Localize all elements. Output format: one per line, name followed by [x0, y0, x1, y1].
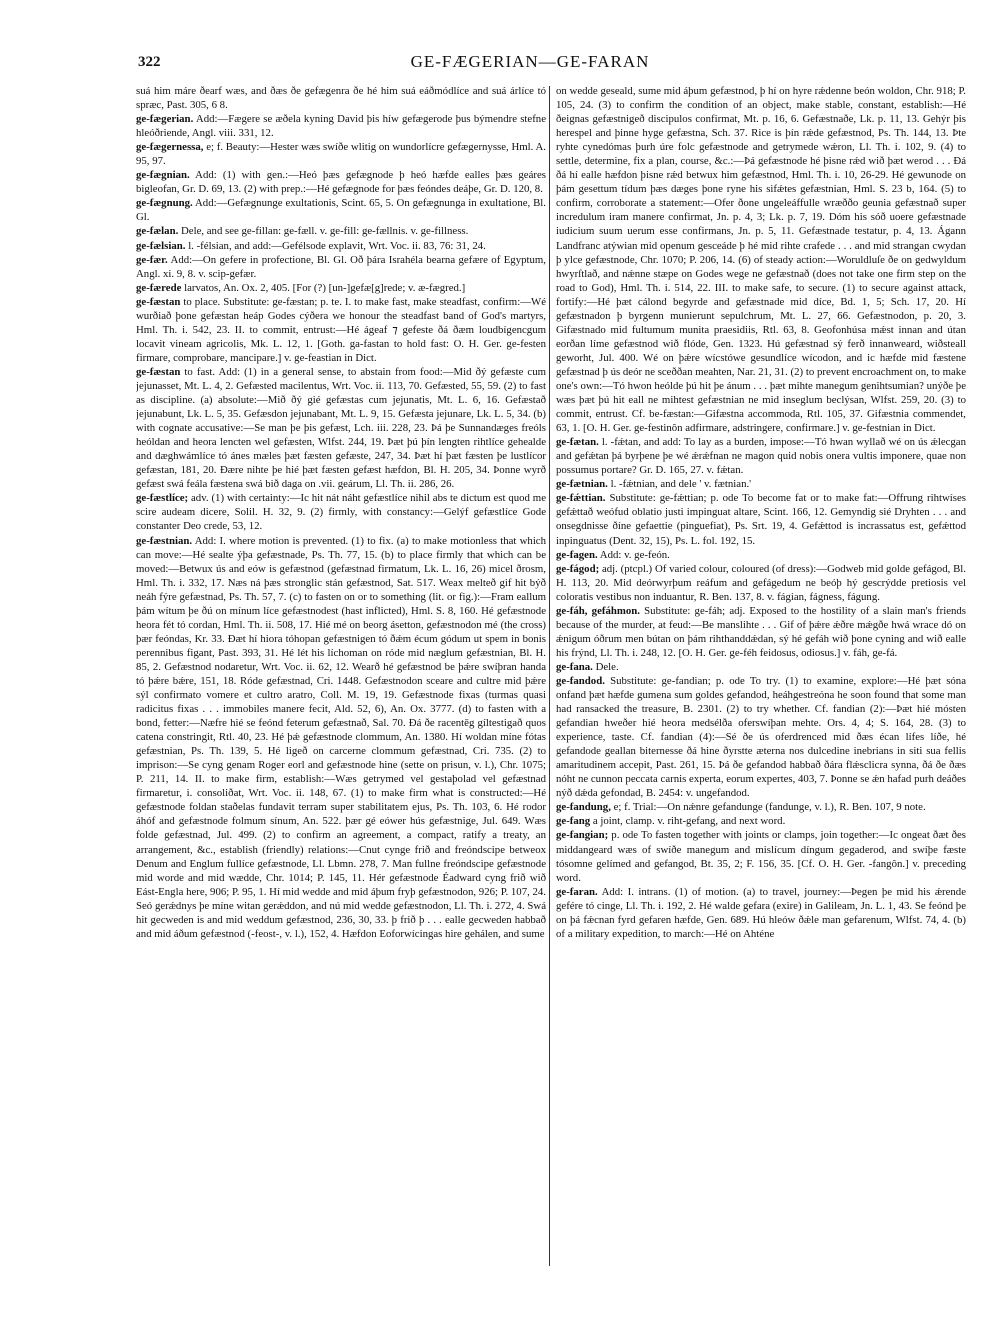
entry-headword: ge-fægnian. [136, 169, 190, 182]
entry-headword: ge-fæstnian. [136, 534, 193, 547]
dictionary-entry [136, 281, 546, 295]
entry-headword: ge-fæstan [136, 365, 181, 378]
entry-definition: larvatos, An. Ox. 2, 405. [For (?) [un-]gefæ[g]rede; v. æ-fægred.] [184, 281, 466, 294]
entry-definition: Add: (1) with gen.:—Heó þæs gefægnode þ heó hæfde ealles þæs geáres bigleofan, Gr. D. 69, 13. (2) with prep.:—Hé gefægnode for þæs feóndes deáþe, Gr. D. 120, 8. [136, 169, 546, 196]
entry-headword: ge-fægernessa, [136, 141, 204, 154]
entry-headword: ge-fana. [556, 660, 593, 673]
entry-headword: ge-fæstlíce; [136, 492, 189, 505]
dictionary-entry [136, 140, 546, 168]
entry-headword: ge-fǽttian. [556, 492, 606, 505]
entry-definition: adv. (1) with certainty:—Ic hit nát náht gefæstlíce nihil abs te dictum est quod me scire audeam dicere, Solil. H. 32, 9. (2) firmly, with constancy:—Gelýf gefæstlíce Gode constanter Deo crede, 53, 12. [136, 492, 546, 533]
entry-definition: Add:—Gefægnunge exultationis, Scint. 65, 5. On gefægnunga in exultatione, Bl. Gl. [136, 197, 546, 224]
entry-headword: ge-fætnian. [556, 478, 608, 491]
entry-definition: suá him máre ðearf wæs, and ðæs ðe gefægenra ðe hé him suá eáðmódlíce and suá árlíce tó spræc, Past. 305, 6 8. [136, 85, 546, 112]
left-column [136, 84, 546, 1284]
entry-headword: ge-fætan. [556, 436, 599, 449]
entry-definition: l. -félsian, and add:—Gefélsode explavit, Wrt. Voc. ii. 83, 76: 31, 24. [188, 239, 486, 252]
dictionary-entry [556, 435, 966, 477]
dictionary-entry [136, 196, 546, 224]
entry-headword: ge-fang [556, 815, 591, 828]
running-head: GE-FÆGERIAN—GE-FARAN [410, 52, 650, 71]
entry-headword: ge-fælsian. [136, 239, 186, 252]
dictionary-entry [556, 674, 966, 800]
entry-definition: to fast. Add: (1) in a general sense, to abstain from food:—Mid ðý gefæste cum jejunasset, Mt. L. 4, 2. Gefæsted macilentus, Wrt. Voc. ii. 113, 70. Gefæsted, 55, 59. (2) to fast as discipline. (a) absolute:—Mið ðý gié gefæstas cum jejunatis, Mt. L. 6, 16. Gefæstað jejunabunt, Lk. L. 5, 35. Gefæsdon jejunabant, Mt. L. 9, 15. Gefæsta jejunare, Lk. L. 5, 34. (b) with cognate accusative:—Se man þe þis gefæst, Lch. iii. 228, 23. Þá þe Sunnandæges freóls heóldan and heora lencten wel gefæsten, Wlfst. 244, 19. Þæt þú þín lengten rihtlíce gehealde and dæghwámlíce tó ánes mæles þæt fæsten gefæste, 247, 34. Þæt hí þæt fæsten þe lustlícor gefæstan, 181, 20. Ðære nihte þe hié þæt fæsten gefæst hæfdon, Bl. H. 205, 34. Þonne wyrð gefæst swá feála fæstena swá bið daga on .vii. geárum, Ll. Th. ii. 286, 26. [136, 365, 546, 491]
dictionary-entry [556, 562, 966, 604]
entry-definition: Add: v. ge-feón. [599, 548, 670, 561]
dictionary-entry [136, 224, 546, 238]
dictionary-entry [136, 112, 546, 140]
dictionary-entry [136, 534, 546, 941]
entry-definition: a joint, clamp. v. riht-gefang, and next word. [592, 815, 786, 828]
entry-headword: ge-faran. [556, 885, 598, 898]
right-column [556, 84, 966, 1284]
column-divider [549, 86, 550, 1266]
dictionary-entry [136, 491, 546, 533]
entry-definition: Add: I. where motion is prevented. (1) to fix. (a) to make motionless that which can move:—Hé sealte ýþa gefæstnade, Ps. Th. 77, 15. (b) to place firmly that which can be moved:—Betwux ús and eów is gefæstnod (gefæstnad firmatum, Lk. L. 16, 26) micel ðrosm, Hml. Th. i. 332, 17. Næs ná þæs stronglic stán gefæstnod, Sat. 517. Weax melteð gif hit býð neáh fýre gefæstnad, Ps. Th. 57, 7. (c) to fasten on or to something (lit. or fig.):—Fram eallum þám wítum þe ðú on mínum líce gefæstnodest (hast inflicted), Hml. S. 8, 160. Hé gefæstnode heora fét tó cordan, Hml. Th. ii. 508, 17. Hié mé on beorg ásetton, gefæstnodon mé (the cross) þær feóndas, Kr. 33. Ðæt hí hiora tóhopan gefæstnigen tó ðǽm écum gódum ut spem in bonis perennibus figant, Past. 393, 31. Hé lét his líchoman on róde mid næglum gefæstnian, Bl. H. 85, 2. Gefæstnod nodaretur, Wrt. Voc. ii. 62, 12. Wearð hé gefæstnod be þǽre swíþran handa tó þǽre bǽre, 151, 18. Róde gefæstnad, Cri. 1448. Gefæstnodon sceare and cultre mid þǽre sýl confirmato vomere et cultro aratro, Coll. M. 19, 19. Gefæstnode fixas (turmas quasi radicitus fixas . . . immobiles manere fecit, Ald. 52, 6), An. Ox. 3777. (d) to fasten with a bond, fetter:—Næfre hié se feónd feterum gefæstnað, Sal. 70. Ðá ðe racentēg gíltestigað quos catena constringit, Rtl. 40, 23. Hé þǽ gefæstnode clommum, An. 1380. Hí woldan míne fótas gefæstnian, Ps. Th. 139, 5. Hé ligeð on carcerne clommum gefæstnad, Cri. 735. (2) to imprison:—Se cyng genam Roger eorl and gefæstnode hine (sette on prisun, v. l.), Chr. 1075; P. 211, 14. II. to make firm, establish:—Wæs getrymed vel gestaþolad vel gefæstnad firmaretur, i. consoliðat, Wrt. Voc. ii. 148, 67. (1) to make firm what is constructed:—Hé gefæstnode foldan staðelas fundavit terram super stabilitatem ejus, Ps. Th. 103, 6. Hé rodor áhóf and gefæstnode folmum sínum, An. 522. þær gé eówer hús gefæstnige, Jul. 649. Wæs folde gefæstnad, Jul. 499. (2) to confirm an agreement, a compact, ratify a treaty, an arrangement, &c., establish (friendly) relations:—Cnut cynge frið and freóndscipe betweox Denum and Englum fullíce gefæstnode, Ll. Lbmn. 278, 7. Man fullne freóndscipe gefæstnode mid worde and mid wædde, Chr. 1014; P. 145, 11. Hér gefæstnode Éadward cyng frið wið Eást-Engla here, 906; P. 95, 1. Hí mid wedde and mid áþum fryþ gefæstnodon, 926; P. 107, 24. Seó gerǽdnys þe míne witan gerǽddon, and nú mid wedde gefæstnodon, Ll. Th. i. 272, 4. Swá hit gecweden is and mid weddum gefæstnod, 236, 30, 33. þ frið þ . . . ealle gecweden habbað and mid áðum gefæstnod (-feost-, v. l.), 152, 4. Hæfdon Eoforwícingas hire gehálen, and sume [136, 534, 546, 940]
dictionary-entry [556, 660, 966, 674]
entry-headword: ge-fælan. [136, 225, 179, 238]
entry-headword: ge-fandung, [556, 801, 611, 814]
entry-headword: ge-fægnung. [136, 197, 193, 210]
entry-definition: Substitute: ge-fandian; p. ode To try. (1) to examine, explore:—Hé þæt sóna onfand þæt hæfde gumena sum goldes gefandod, heáhgestreóna he soon found that some man had ransacked the treasure, B. 2301. (2) to try whether. Cf. fandian (2):—Þæt hié mósten gefandian hweðer hié heora medsélða oferswíþan mehte. Ors. 4, 4; S. 164, 28. (3) to experience, taste. Cf. fandian (4):—Sé ðe ús oferdrenced mid ðæs écan lífes líðe, hé gefandode geallan biternesse ðá hine ðyrstte æterna nos dulcedine inebrians in siti sua fellis amaritudinem accepit, Past. 261, 15. Þá ðe gefandod habbað ðára flǽsclicra synna, ðá ðe ðæs nóht ne cunnon peccata carnis experta, eorum expertes, 403, 7. Þonne se ǽn hafad purh deáðes nýð dǽda gefondad, B. 2454: v. ungefandod. [556, 674, 966, 800]
entry-headword: ge-fæstan [136, 295, 181, 308]
dictionary-entry [556, 491, 966, 547]
dictionary-entry [136, 84, 546, 112]
entry-definition: Add:—On gefere in profectione, Bl. Gl. Oð þára Israhéla bearna gefære of Egyptum, Angl. xi. 9, 8. v. scip-gefær. [136, 253, 546, 280]
entry-definition: e; f. Trial:—On nǽnre gefandunge (fandunge, v. l.), R. Ben. 107, 9 note. [613, 801, 926, 814]
entry-headword: ge-fangian; [556, 829, 609, 842]
dictionary-entry [556, 814, 966, 828]
entry-headword: ge-fagen. [556, 548, 598, 561]
entry-definition: Substitute: ge-fáh; adj. Exposed to the hostility of a slain man's friends because of the murder, at feud:—Be manslihte . . . Gif of þǽre ǽðre mǽgðe hwá wrace dó on ǽnigum óðrum men bútan on þám rihthanddǽdan, sý hé gefáh wið þone cyning and wið ealle his frýnd, Ll. Th. i. 248, 12. [O. H. Ger. ge-féh feidosus, odiosus.] v. fáh, ge-fá. [556, 604, 966, 659]
dictionary-entry [556, 548, 966, 562]
dictionary-entry [136, 253, 546, 281]
entry-headword: ge-fær. [136, 253, 168, 266]
entry-definition: Dele, and see ge-fillan: ge-fæll. v. ge-fill: ge-fællnis. v. ge-fillness. [180, 225, 469, 238]
dictionary-entry [136, 239, 546, 253]
page-number: 322 [138, 54, 161, 70]
entry-definition: l. -fǽtan, and add: To lay as a burden, impose:—Tó hwan wyllað wé on ús ǽlecgan and gefǽtan þá byrþene þe wé ǽrǽfnan ne magon quid nobis onera vultis imponere, quae non possumus portare? Gr. D. 165, 27. v. fǽtan. [556, 436, 966, 477]
entry-definition: Dele. [595, 660, 619, 673]
dictionary-entry [136, 365, 546, 491]
dictionary-entry [556, 828, 966, 884]
entry-headword: ge-færede [136, 281, 182, 294]
entry-definition: Add:—Fægere se æðela kyning David þis híw gefægerode þus býmendre stefne hleóðriende, Angl. viii. 331, 12. [136, 113, 546, 140]
entry-definition: Substitute: ge-fǽttian; p. ode To become fat or to make fat:—Offrung rihtwíses gefǽttað weófud oblatio justi impinguat altare, Scint. 166, 12. Gemyndig sié Dryhten . . . and onsegdnisse ðíne gefaettie (pinguefiat), Ps. Srt. 19, 4. Gefǽttod is incrassatus est, gefǽttod inpinguatus (Dent. 32, 15), Ps. L. fol. 192, 15. [556, 492, 966, 547]
entry-definition: e; f. Beauty:—Hester wæs swíðe wlitig on wundorlícre gefægernysse, Hml. A. 95, 97. [136, 141, 546, 168]
entry-headword: ge-fægerian. [136, 113, 194, 126]
entry-definition: on wedde geseald, sume mid áþum gefæstnod, þ hí on hyre rǽdenne beón woldon, Chr. 918; P. 105, 24. (3) to confirm the condition of an object, make stable, constant, establish:—Hé ðeignas gefæstnigeð discipulos confirmat, Mt. p. 16, 6. Gefæstnaðe, Lk. p. 11, 13. Gehýr þis herespel and þinne hyge gefæstna, Sch. 37. Rice is þín rǽde gefæstnod, Ps. Th. 144, 13. Þte ryhte cynedómas þurh úre folc gefæstnode and getrymede wǽron, Ll. Th. i. 102, 9. (4) to settle, determine, fix a plan, course, &c.:—Þá gefæstnode hé þisne rǽd wið þæt werod . . . Ðá ðá hí ealle hæfdon þisne rǽd betwux him gefæstnod, Hml. Th. i. 10, 26-29. Hé gewunode on þám gesettum tídum þæs dæges þone ryne his sifǽtes gefæstnian, Hml. S. 23 b, 164. (5) to confirm, corroborate a statement:—Ofer ðone ungeleáffullе wræððo geunia gefæstnað super incredulum iram manere confirmat, Jn. p. 4, 3; Lk. p. 7, 19. Dóm his sóð uoere gefæstnade iudicium suum uerum esse confirmans, Jn. p. 5, 11. Gefæstnade testatur, p. 4, 13. Ágann Landfranc atýwian mid openum gesceáde þ hé mid rihte crafede . . . and mid strangan cwydan þ ylce gefæstnode, Chr. 1070; P. 206, 14. (6) of steady action:—Woruldluſe ðe on gedwyldum hwyrſtlað, and nǽnne stæpe on Godes wege ne gefæstnað (does not take one firm step on the road to God), Hml. Th. i. 514, 22. III. to make safe, to secure. (1) to secure against attack, fortify:—Hé þæt cálond begyrde and gefæstnade mid díce, Bd. 1, 5; Sch. 17, 20. Hí gefæstnadon þ byrgenn munierunt sepulchrum, Mt. L. 27, 66. Gefæstnodon, p. 20, 3. Gifæstnado mid fultumum munita praesidiis, Rtl. 63, 8. Geofonhúsa mǽst innan and útan eorðan líme gefæstnod wið flóde, Gen. 1323. Hú gefæstnad sý ferð innanweard, wiðsteall geworht, Jul. 400. Wé on þǽre wícstówe gesundlíce wícodon, and ic hæfde mid fæstene gefæstnad þ ús deór ne sceððan meahten, Nar. 21, 31. (2) to prevent encroachment on, to make one's own:—Tó hwon heólde þú hit þe ánum . . . þæt mihte manegum genihtsumian? unýðe þe wæs þæt þú hit eall ne mihtest gefæstnian ne mid inseglum beclýsan, Wlfst. 259, 20. (3) to commit, entrust. Cf. be-fæstan:—Gifæstna accommoda, Rtl. 105, 37. Gifæstnia commendet, 63, 1. [O. H. Ger. ge-festinôn adfirmare, adstringere, confirmare.] v. ge-festnian in Dict. [556, 85, 966, 435]
entry-definition: p. ode To fasten together with joints or clamps, join together:—Ic ongeat ðæt ðes middangeard wæs of swíðe manegum and mislícum díngum gegaderod, and swíþe fæste tósomne gelímed and gefangod, Bt. 35, 2; F. 156, 35. [Cf. O. H. Ger. -fangôn.] v. preceding word. [556, 829, 966, 884]
dictionary-entry [556, 800, 966, 814]
entry-definition: l. -fǽtnian, and dele ' v. fætnian.' [610, 478, 752, 491]
dictionary-entry [136, 295, 546, 365]
dictionary-entry [556, 885, 966, 941]
entry-headword: ge-fágod; [556, 562, 600, 575]
entry-definition: to place. Substitute: ge-fæstan; p. te. I. to make fast, make steadfast, confirm:—Wé wurðiað þone gefæstan heáp Godes cýðera we honour the steadfast band of God's martyrs, Hml. Th. i. 542, 23. II. to commit, entrust:—Hé ágeaf ⁊ gefeste ðá ðæm loudbígencgum locavit vineam agricolis, Mk. L. 12, 1. [Goth. ga-fastan to hold fast: O. H. Ger. ge-festen firmare, comprobare, mancipare.] v. ge-feastian in Dict. [136, 295, 546, 364]
dictionary-entry [556, 477, 966, 491]
entry-definition: adj. (ptcpl.) Of varied colour, coloured (of dress):—Godweb mid golde gefágod, Bl. H. 113, 20. Mid deórwyrþum reáfum and gefágedum ne beóþ hý gescrýdde pretiosis vel coloratis vestibus non induantur, R. Ben. 137, 8. v. fágian, fágness, fágung. [556, 562, 966, 603]
dictionary-entry [556, 84, 966, 435]
dictionary-entry [136, 168, 546, 196]
entry-headword: ge-fandod. [556, 674, 605, 687]
entry-headword: ge-fáh, gefáhmon. [556, 604, 640, 617]
dictionary-entry [556, 604, 966, 660]
entry-definition: Add: I. intrans. (1) of motion. (a) to travel, journey:—Þegen þe mid his ǽrende gefére tó cinge, Ll. Th. i. 192, 2. Hé walde gefara (exire) in Galileam, Jn. L. 1, 43. Se feónd þe on þá fǽcnan fyrd gefaren hæfde, Gen. 689. Hú hleów ðǽle man gefarenum, Wlfst. 74, 4. (b) of a military expedition, to march:—Hé on Ahténe [556, 885, 966, 940]
